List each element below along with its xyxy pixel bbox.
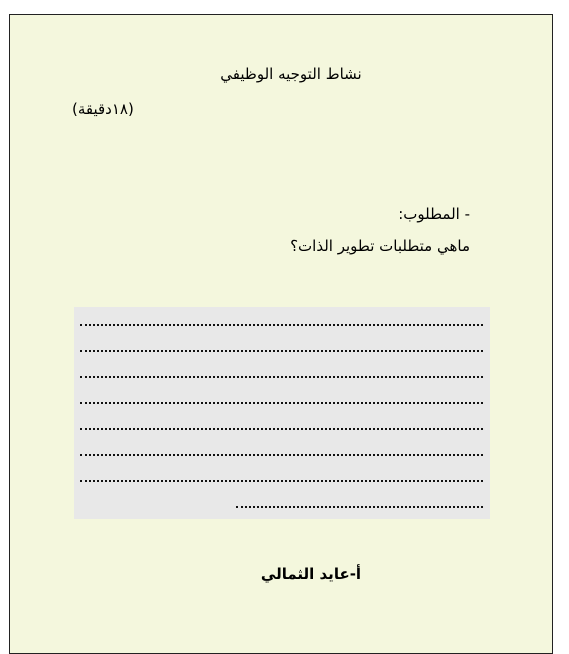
answer-line: [80, 402, 483, 404]
answer-line: [80, 324, 483, 326]
answer-line: [80, 376, 483, 378]
worksheet-title: نشاط التوجيه الوظيفي: [220, 65, 362, 83]
answer-line: [236, 506, 483, 508]
duration-label: (١٨دقيقة): [72, 100, 134, 118]
required-label: - المطلوب:: [398, 205, 470, 223]
question-text: ماهي متطلبات تطوير الذات؟: [290, 237, 470, 255]
answer-line: [80, 454, 483, 456]
teacher-signature: أ-عايد الثمالي: [260, 565, 362, 583]
worksheet-page: [9, 14, 553, 654]
answer-line: [80, 480, 483, 482]
answer-line: [80, 428, 483, 430]
answer-area[interactable]: [74, 307, 490, 519]
answer-line: [80, 350, 483, 352]
